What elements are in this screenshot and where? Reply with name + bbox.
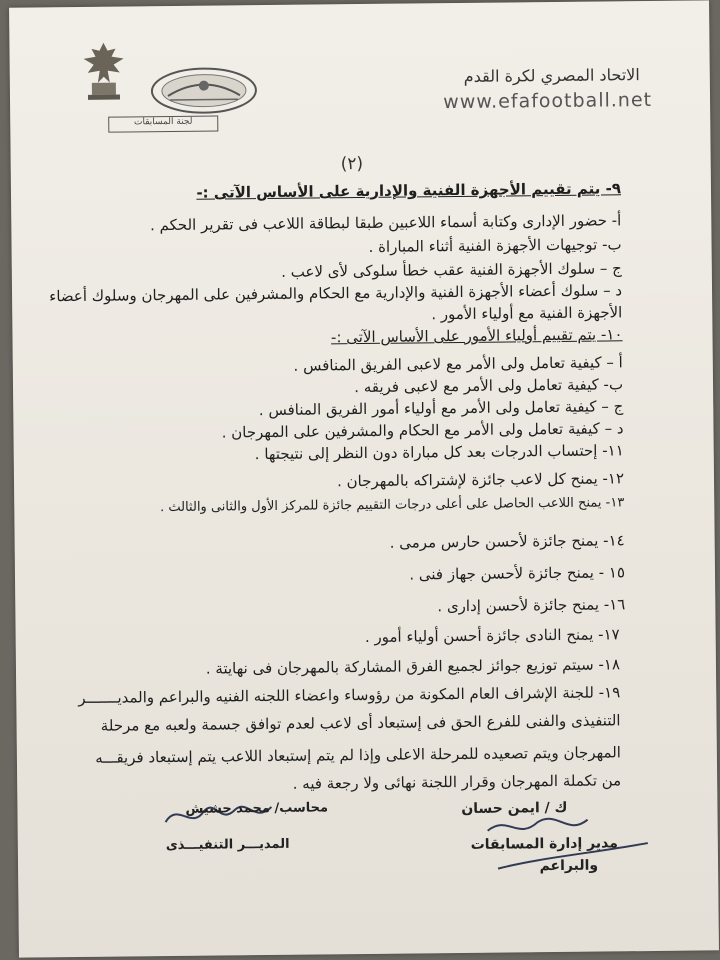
page-number: (٢) [340,153,364,175]
right-signatory-title: مدير إدارة المسابقات [470,835,618,853]
right-signatory-name: ك / ايمن حسان [461,799,568,817]
text-line-s9d2: الأجهزة الفنية مع أولياء الأمور . [431,303,623,324]
eagle-emblem-icon [69,36,138,107]
text-line-s19b: التنفيذى والفنى للفرع الحق فى إستبعاد أى لاعب لعدم توافق جسمة ولعبه مع مرحلة [100,711,621,735]
text-line-s10b: ب- كيفية تعامل ولى الأمر مع لاعبى فريقه . [354,375,624,397]
website-url: www.efafootball.net [443,88,653,114]
text-line-s11: ١١- إحتساب الدرجات بعد كل مباراة دون النظر إلى نتيجتها . [254,441,624,464]
text-line-s10c: ج – كيفية تعامل ولى الأمر مع أولياء أمور الفريق المنافس . [258,397,624,420]
left-signatory-name: محاسب/ محمد حشيش [185,800,329,817]
text-line-s10d: د – كيفية تعامل ولى الأمر مع الحكام والمشرفين على المهرجان . [221,419,624,442]
text-line-s9c: ج – سلوك الأجهزة الفنية عقب خطأ سلوكى لأى لاعب . [281,259,622,281]
text-line-s16: ١٦- يمنح جائزة لأحسن إدارى . [437,595,626,616]
text-line-s13: ١٣- يمنح اللاعب الحاصل على أعلى درجات التقييم جائزة للمركز الأول والثانى والثالث . [159,495,625,516]
text-line-s10: ١٠- يتم تقييم أولياء الأمور على الأساس الآتى :- [330,325,623,347]
right-signatory-title-line2: والبراعم [539,857,599,875]
federation-logo-icon [150,65,259,116]
text-line-s17: ١٧- يمنح النادى جائزة أحسن أولياء أمور . [364,625,620,646]
organization-name: الاتحاد المصري لكرة القدم [463,65,640,86]
text-line-s9d: د – سلوك أعضاء الأجهزة الفنية والإدارية مع الحكام والمشرفين على المهرجان وسلوك أعضاء [49,281,623,306]
document-page [9,0,719,957]
text-line-s9: ٩- يتم تقييم الأجهزة الفنية والإدارية على الأساس الآتى :- [196,179,622,202]
text-line-s12: ١٢- يمنح كل لاعب جائزة لإشتراكه بالمهرجان . [336,469,625,491]
text-line-s9a: أ- حضور الإدارى وكتابة أسماء اللاعبين طبقا لبطاقة اللاعب فى تقرير الحكم . [149,211,622,235]
left-signatory-title: المديـــر التنفيـــذى [165,836,290,854]
text-line-s15: ١٥ - يمنح جائزة لأحسن جهاز فنى . [409,563,626,584]
text-line-s18: ١٨- سيتم توزيع جوائز لجميع الفرق المشاركة بالمهرجان فى نهايتة . [205,655,621,678]
text-line-s9b: ب- توجيهات الأجهزة الفنية أثناء المباراة . [368,235,622,256]
text-line-s10a: أ – كيفية تعامل ولى الأمر مع لاعبى الفريق المنافس . [293,353,623,375]
text-line-s19c: المهرجان ويتم تصعيده للمرحلة الاعلى وإذا لم يتم إستبعاد اللاعب يتم إستبعاد فريقـــه [95,743,621,767]
text-line-s14: ١٤- يمنح جائزة لأحسن حارس مرمى . [389,531,625,552]
department-label: لجنة المسابقات [108,116,218,133]
text-line-s19: ١٩- للجنة الإشراف العام المكونة من رؤوساء واعضاء اللجنه الفنيه والبراعم والمديـــــــر [78,683,621,708]
text-line-s19d: من تكملة المهرجان وقرار اللجنة نهائى ولا رجعة فيه . [292,771,622,793]
